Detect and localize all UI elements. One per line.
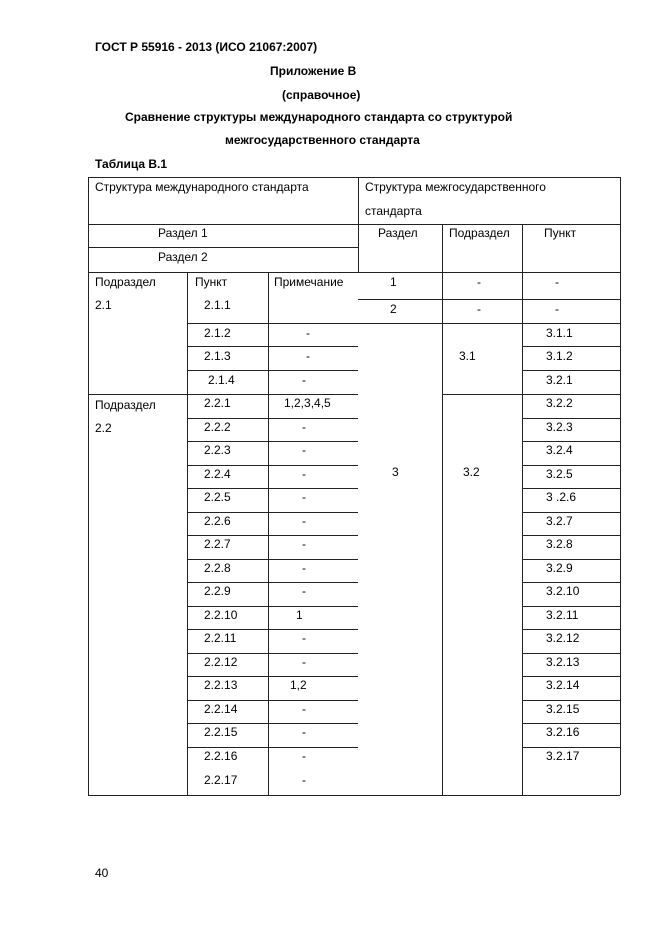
h-rule: [187, 370, 358, 371]
group2-note: -: [302, 561, 306, 575]
punkt-2-1-3: 2.1.3: [204, 349, 231, 363]
group2-right-punkt: 3.2.4: [546, 443, 573, 457]
group2-right-punkt: 3.2.8: [546, 537, 573, 551]
head-col-podrazdel: Подраздел: [449, 226, 510, 240]
group2-note: -: [302, 490, 306, 504]
h-rule: [522, 582, 620, 583]
h-rule: [187, 747, 358, 748]
subhead-podrazdel-number: 2.1: [95, 298, 112, 312]
group2-right-punkt: 3.2.2: [546, 396, 573, 410]
v-rule: [522, 272, 523, 795]
group2-punkt: 2.2.4: [204, 467, 231, 481]
podrazdel-row-1: -: [477, 275, 481, 289]
h-rule: [88, 394, 358, 395]
right-punkt-3-2-1: 3.2.1: [546, 373, 573, 387]
subhead-podrazdel: Подраздел: [95, 275, 156, 289]
h-rule: [522, 676, 620, 677]
note-2-2-17: -: [302, 773, 306, 787]
h-rule: [442, 394, 620, 395]
group2-right-punkt: 3.2.16: [546, 725, 580, 739]
h-rule: [88, 272, 358, 273]
group2-note: 1,2: [290, 678, 307, 692]
page-number: 40: [95, 866, 109, 880]
h-rule: [522, 488, 620, 489]
group2-punkt: 2.2.7: [204, 537, 231, 551]
document-code: ГОСТ Р 55916 - 2013 (ИСО 21067:2007): [95, 40, 318, 54]
group2-punkt: 2.2.12: [204, 655, 238, 669]
group2-punkt: 2.2.2: [204, 420, 231, 434]
podrazdel-3-1: 3.1: [459, 349, 476, 363]
group2-note: -: [302, 702, 306, 716]
h-rule: [187, 653, 358, 654]
right-punkt-3-1-1: 3.1.1: [546, 326, 573, 340]
group2-note: 1,2,3,4,5: [284, 396, 331, 410]
h-rule: [187, 465, 358, 466]
group2-right-punkt: 3 .2.6: [546, 490, 577, 504]
h-rule: [187, 535, 358, 536]
group2-right-punkt: 3.2.7: [546, 514, 573, 528]
razdel-3: 3: [392, 465, 399, 479]
group2-right-punkt: 3.2.12: [546, 631, 580, 645]
group2-punkt: 2.2.1: [204, 396, 231, 410]
h-rule: [522, 441, 620, 442]
head-col-razdel: Раздел: [378, 226, 418, 240]
group2-right-punkt: 3.2.13: [546, 655, 580, 669]
group2-right-punkt: 3.2.10: [546, 584, 580, 598]
h-rule: [522, 418, 620, 419]
group2-note: -: [302, 420, 306, 434]
title-line-1: Сравнение структуры международного стандарта со структурой: [125, 110, 513, 124]
h-rule: [187, 582, 358, 583]
h-rule: [358, 323, 620, 324]
h-rule: [522, 629, 620, 630]
group2-note: 1: [296, 608, 303, 622]
podrazdel-3-2: 3.2: [463, 465, 480, 479]
group2-podrazdel-number: 2.2: [95, 421, 112, 435]
group2-right-punkt: 3.2.11: [546, 608, 579, 622]
group2-note: -: [302, 514, 306, 528]
punkt-2-1-4: 2.1.4: [208, 373, 235, 387]
head-inter-structure-line1: Структура межгосударственного: [365, 180, 546, 194]
head-razdel-2: Раздел 2: [158, 250, 208, 264]
right-punkt-3-1-2: 3.1.2: [546, 349, 573, 363]
group2-right-punkt: 3.2.15: [546, 702, 580, 716]
h-rule: [522, 346, 620, 347]
note-2-1-4: -: [302, 373, 306, 387]
h-rule: [522, 606, 620, 607]
group2-note: -: [302, 655, 306, 669]
h-rule: [522, 370, 620, 371]
v-rule: [522, 224, 523, 272]
h-rule: [187, 323, 358, 324]
head-inter-structure-line2: стандарта: [365, 204, 422, 218]
group2-note: -: [302, 725, 306, 739]
h-rule: [358, 272, 620, 273]
h-rule: [187, 559, 358, 560]
h-rule: [187, 629, 358, 630]
razdel-row-2: 2: [390, 302, 397, 316]
group2-punkt: 2.2.6: [204, 514, 231, 528]
h-rule: [522, 700, 620, 701]
group2-punkt: 2.2.5: [204, 490, 231, 504]
appendix-title: Приложение В: [270, 64, 357, 78]
group2-note: -: [302, 443, 306, 457]
punkt-2-1-1: 2.1.1: [204, 298, 231, 312]
razdel-row-1: 1: [390, 275, 397, 289]
group2-punkt: 2.2.10: [204, 608, 238, 622]
group2-punkt: 2.2.3: [204, 443, 231, 457]
group2-note: -: [302, 467, 306, 481]
podrazdel-row-2: -: [477, 302, 481, 316]
h-rule: [522, 653, 620, 654]
group2-note: -: [302, 631, 306, 645]
h-rule: [522, 747, 620, 748]
note-2-1-3: -: [306, 349, 310, 363]
group2-punkt: 2.2.15: [204, 725, 238, 739]
h-rule: [187, 418, 358, 419]
punkt-2-2-17: 2.2.17: [204, 773, 238, 787]
h-rule: [187, 441, 358, 442]
group2-punkt: 2.2.13: [204, 678, 238, 692]
group2-right-punkt: 3.2.5: [546, 467, 573, 481]
table-caption: Таблица В.1: [95, 157, 168, 171]
h-rule: [187, 723, 358, 724]
head-col-punkt: Пункт: [544, 226, 577, 240]
v-rule: [358, 177, 359, 272]
h-rule: [88, 177, 620, 178]
note-2-1-2: -: [306, 326, 310, 340]
h-rule: [187, 676, 358, 677]
h-rule: [187, 606, 358, 607]
head-razdel-1: Раздел 1: [158, 226, 208, 240]
subhead-primechanie: Примечание: [274, 275, 344, 289]
group2-note: -: [302, 749, 306, 763]
head-intl-structure: Структура международного стандарта: [95, 180, 309, 194]
h-rule: [88, 247, 358, 248]
v-rule: [187, 272, 188, 795]
group2-podrazdel-label: Подраздел: [95, 398, 156, 412]
h-rule: [522, 559, 620, 560]
punkt-2-1-2: 2.1.2: [204, 326, 231, 340]
h-rule: [88, 795, 620, 796]
h-rule: [187, 700, 358, 701]
group2-right-punkt: 3.2.17: [546, 749, 580, 763]
group2-punkt: 2.2.9: [204, 584, 231, 598]
v-rule: [442, 224, 443, 272]
h-rule: [522, 535, 620, 536]
group2-note: -: [302, 584, 306, 598]
v-rule: [620, 177, 621, 795]
v-rule: [442, 272, 443, 795]
group2-right-punkt: 3.2.3: [546, 420, 573, 434]
h-rule: [522, 723, 620, 724]
h-rule: [187, 346, 358, 347]
group2-punkt: 2.2.16: [204, 749, 238, 763]
appendix-type: (справочное): [282, 88, 361, 102]
h-rule: [187, 512, 358, 513]
subhead-punkt: Пункт: [195, 275, 228, 289]
h-rule: [522, 465, 620, 466]
punkt-row-2: -: [555, 302, 559, 316]
group2-punkt: 2.2.11: [204, 631, 237, 645]
h-rule: [88, 224, 620, 225]
group2-note: -: [302, 537, 306, 551]
group2-right-punkt: 3.2.9: [546, 561, 573, 575]
h-rule: [358, 299, 620, 300]
v-rule: [88, 177, 89, 795]
h-rule: [522, 512, 620, 513]
group2-punkt: 2.2.14: [204, 702, 238, 716]
title-line-2: межгосударственного стандарта: [225, 133, 420, 147]
punkt-row-1: -: [555, 275, 559, 289]
h-rule: [187, 488, 358, 489]
group2-right-punkt: 3.2.14: [546, 678, 580, 692]
group2-punkt: 2.2.8: [204, 561, 231, 575]
v-rule: [268, 272, 269, 795]
